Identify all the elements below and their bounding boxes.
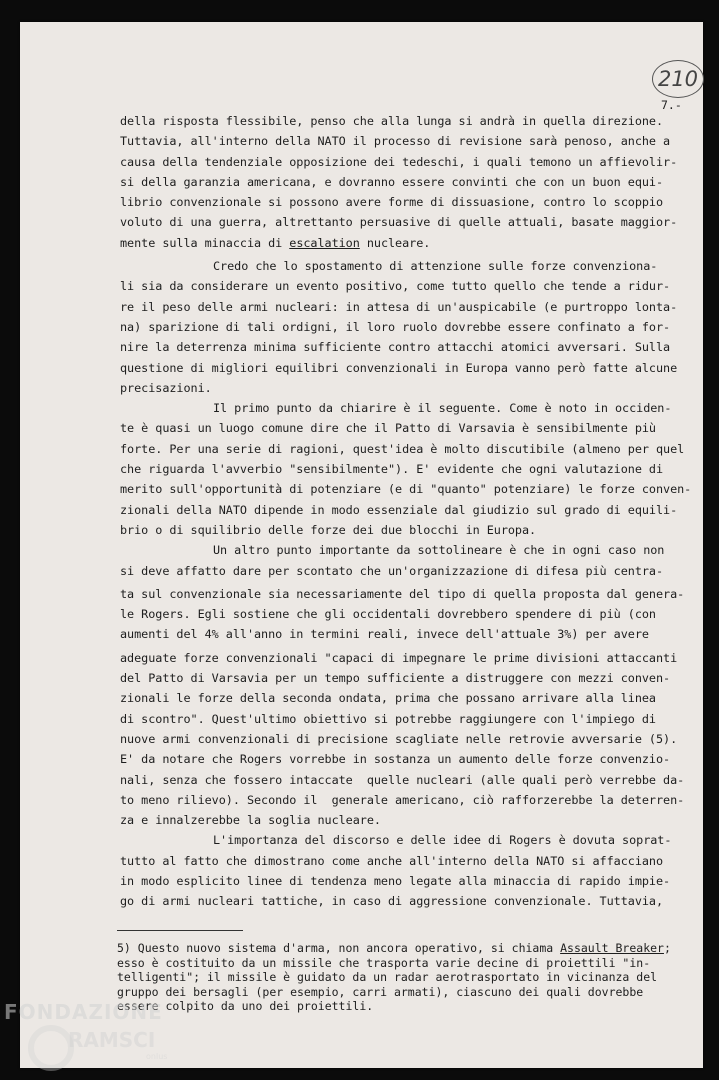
text-line: te è quasi un luogo comune dire che il Patto di Varsavia è sensibilmente più bbox=[120, 421, 656, 436]
text-line: nali, senza che fossero intaccate quelle nucleari (alle quali però verrebbe da- bbox=[120, 772, 685, 787]
text-line: ta sul convenzionale sia necessariamente del tipo di quella proposta dal genera- bbox=[120, 586, 685, 601]
text-line: zionali le forze della seconda ondata, prima che possano arrivare alla linea bbox=[120, 691, 656, 706]
text-segment: 5) Questo nuovo sistema d'arma, non ancora operativo, si chiama bbox=[117, 941, 561, 955]
text-line: brio o di squilibrio delle forze dei due blocchi in Europa. bbox=[120, 522, 537, 537]
text-line: aumenti del 4% all'anno in termini reali, invece dell'attuale 3%) per avere bbox=[120, 627, 649, 642]
paragraph-start: Un altro punto importante da sottolineare è che in ogni caso non bbox=[213, 543, 665, 558]
footnote bbox=[117, 941, 671, 1014]
footnote-line: telligenti"; il missile è guidato da un radar aerotrasportato in vicinanza del bbox=[117, 970, 658, 985]
text-line: E' da notare che Rogers vorrebbe in sostanza un aumento delle forze convenzio- bbox=[120, 752, 671, 767]
text-line: tutto al fatto che dimostrano come anche all'interno della NATO si affacciano bbox=[120, 853, 664, 868]
text-line: za e innalzerebbe la soglia nucleare. bbox=[120, 813, 381, 828]
body-text bbox=[120, 111, 692, 912]
text-line: della risposta flessibile, penso che alla lunga si andrà in quella direzione. bbox=[120, 114, 664, 128]
footnote-line: essere colpito da uno dei proiettili. bbox=[117, 999, 374, 1014]
footnote-line: esso è costituito da un missile che trasporta varie decine di proiettili "in- bbox=[117, 955, 651, 970]
text-line: re il peso delle armi nucleari: in attesa di un'auspicabile (e purtroppo lonta- bbox=[120, 299, 678, 314]
paragraph-start: Il primo punto da chiarire è il seguente. Come è noto in occiden- bbox=[213, 401, 672, 416]
text-line: li sia da considerare un evento positivo, come tutto quello che tende a ridur- bbox=[120, 279, 671, 294]
text-line: merito sull'opportunità di potenziare (e di "quanto" potenziare) le forze conven- bbox=[120, 482, 692, 497]
text-line: nire la deterrenza minima sufficiente contro attacchi atomici avversari. Sulla bbox=[120, 340, 671, 355]
text-line: le Rogers. Egli sostiene che gli occidentali dovrebbero spendere di più (con bbox=[120, 607, 656, 622]
text-segment: mente sulla minaccia di bbox=[120, 235, 290, 250]
text-line: di scontro". Quest'ultimo obiettivo si potrebbe raggiungere con l'impiego di bbox=[120, 711, 656, 726]
text-line: causa della tendenziale opposizione dei tedeschi, i quali temono un affievolir- bbox=[120, 154, 678, 169]
page-number: 7.- bbox=[661, 98, 682, 112]
text-line: nuove armi convenzionali di precisione scagliate nelle retrovie avversarie (5). bbox=[120, 731, 678, 746]
text-line: si della garanzia americana, e dovranno essere convinti che con un buon equi- bbox=[120, 174, 664, 189]
text-line: precisazioni. bbox=[120, 380, 212, 395]
watermark-small: onlus bbox=[146, 1052, 168, 1061]
text-line: adeguate forze convenzionali "capaci di impegnare le prime divisioni attaccanti bbox=[120, 650, 678, 665]
underlined-term: Assault Breaker bbox=[560, 941, 664, 955]
text-line: to meno rilievo). Secondo il generale americano, ciò rafforzerebbe la deterren- bbox=[120, 792, 685, 807]
footnote-line: gruppo dei bersagli (per esempio, carri armati), ciascuno dei quali dovrebbe bbox=[117, 984, 644, 999]
watermark-text: FONDAZIONE bbox=[4, 1000, 163, 1024]
footnote-divider bbox=[117, 930, 243, 931]
text-line: go di armi nucleari tattiche, in caso di aggressione convenzionale. Tuttavia, bbox=[120, 894, 664, 909]
text-line: Tuttavia, all'interno della NATO il processo di revisione sarà penoso, anche a bbox=[120, 134, 671, 149]
text-line: che riguarda l'avverbio "sensibilmente"). E' evidente che ogni valutazione di bbox=[120, 462, 664, 477]
footnote-line bbox=[117, 941, 671, 956]
paragraph-start: L'importanza del discorso e delle idee di Rogers è dovuta soprat- bbox=[213, 833, 672, 848]
text-line: forte. Per una serie di ragioni, quest'idea è molto discutibile (almeno per quel bbox=[120, 441, 685, 456]
text-segment: ; bbox=[663, 941, 671, 955]
text-line: librio convenzionale si possono avere forme di dissuasione, contro lo scoppio bbox=[120, 195, 664, 210]
text-line: questione di migliori equilibri convenzionali in Europa vanno però fatte alcune bbox=[120, 360, 678, 375]
text-line: in modo esplicito linee di tendenza meno legate alla minaccia di rapido impie- bbox=[120, 873, 671, 888]
text-line: si deve affatto dare per scontato che un'organizzazione di difesa più centra- bbox=[120, 563, 664, 578]
underlined-term: escalation bbox=[289, 235, 360, 250]
archive-stamp: 210 bbox=[652, 60, 704, 98]
text-line: voluto di una guerra, altrettanto persuasive di quelle attuali, basate maggior- bbox=[120, 215, 678, 230]
paragraph-start: Credo che lo spostamento di attenzione sulle forze convenziona- bbox=[213, 259, 658, 274]
text-line: del Patto di Varsavia per un tempo sufficiente a distruggere con mezzi conven- bbox=[120, 671, 671, 686]
watermark-text-2: RAMSCI bbox=[68, 1028, 156, 1052]
text-line: na) sparizione di tali ordigni, il loro ruolo dovrebbe essere confinato a for- bbox=[120, 319, 671, 334]
text-segment: nucleare. bbox=[359, 235, 431, 250]
text-line bbox=[120, 233, 650, 253]
text-line: zionali della NATO dipende in modo essenziale dal giudizio sul grado di equili- bbox=[120, 502, 678, 517]
